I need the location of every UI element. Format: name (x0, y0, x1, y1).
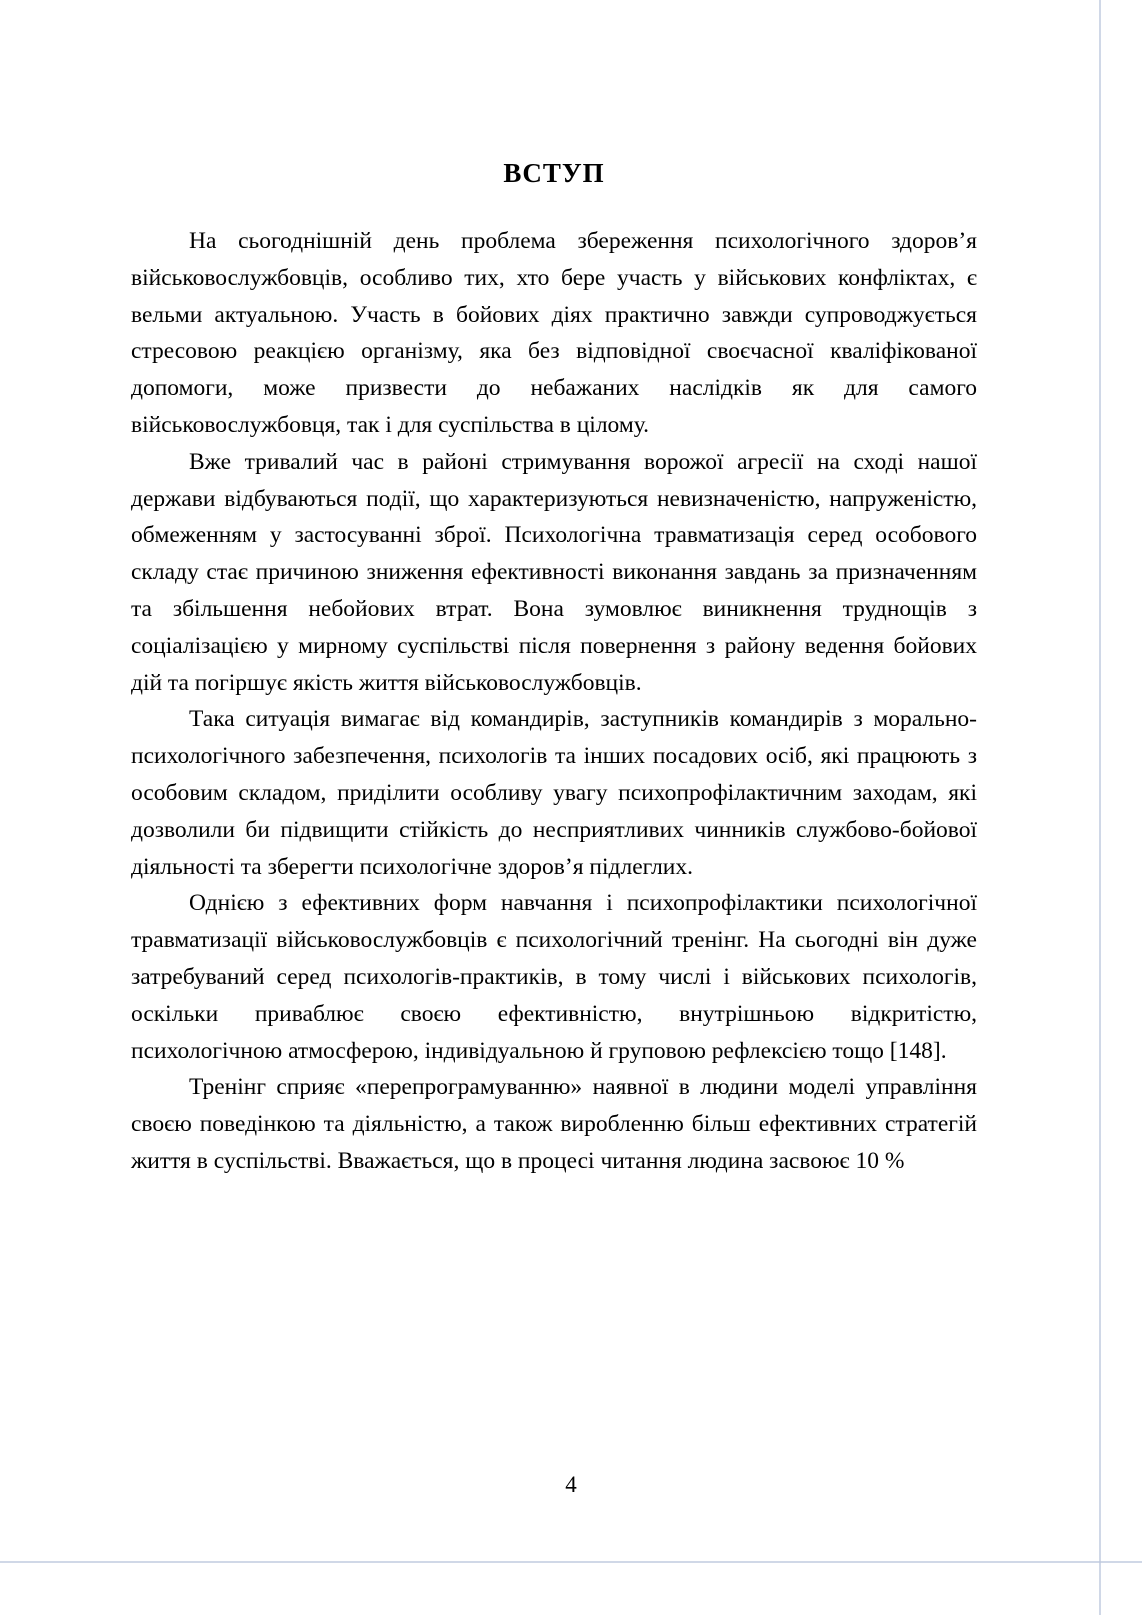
scan-artifact-line-horizontal (0, 1561, 1142, 1563)
paragraph: На сьогоднішній день проблема збереження психологічного здоров’я військовослужбовців, особливо тих, хто бере участь у військових конфліктах, є вельми актуальною. Участь в бойових діях практично завжди супроводжується стресовою реакцією організму, яка без відповідної своєчасної кваліфікованої допомоги, може призвести до небажаних наслідків як для самого військовослужбовця, так і для суспільства в цілому. (131, 228, 977, 438)
paragraph: Тренінг сприяє «перепрограмуванню» наявної в людини моделі управління своєю поведінкою та діяльністю, а також виробленню більш ефективних стратегій життя в суспільстві. Вважається, що в процесі читання людина засвоює 10 % (131, 1074, 977, 1174)
page-number: 4 (565, 1472, 577, 1497)
paragraph: Така ситуація вимагає від командирів, заступників командирів з морально-психологічного забезпечення, психологів та інших посадових осіб, які працюють з особовим складом, приділити особливу увагу психопрофілактичним заходам, які дозволили би підвищити стійкість до несприятливих чинників службово-бойової діяльності та зберегти психологічне здоров’я підлеглих. (131, 706, 977, 880)
paragraph: Однією з ефективних форм навчання і психопрофілактики психологічної травматизації військовослужбовців є психологічний тренінг. На сьогодні він дуже затребуваний серед психологів-практиків, в тому числі і військових психологів, оскільки приваблює своєю ефективністю, внутрішньою відкритістю, психологічною атмосферою, індивідуальною й груповою рефлексією тощо [148]. (131, 890, 977, 1064)
page-content (131, 158, 977, 1180)
page-title: ВСТУП (503, 158, 605, 188)
paragraph: Вже тривалий час в районі стримування ворожої агресії на сході нашої держави відбуваються події, що характеризуються невизначеністю, напруженістю, обмеженням у застосуванні зброї. Психологічна травматизація серед особового складу стає причиною зниження ефективності виконання завдань за призначенням та збільшення небойових втрат. Вона зумовлює виникнення труднощів з соціалізацією у мирному суспільстві після повернення з району ведення бойових дій та погіршує якість життя військовослужбовців. (131, 448, 977, 696)
scan-artifact-line-vertical (1099, 0, 1101, 1615)
